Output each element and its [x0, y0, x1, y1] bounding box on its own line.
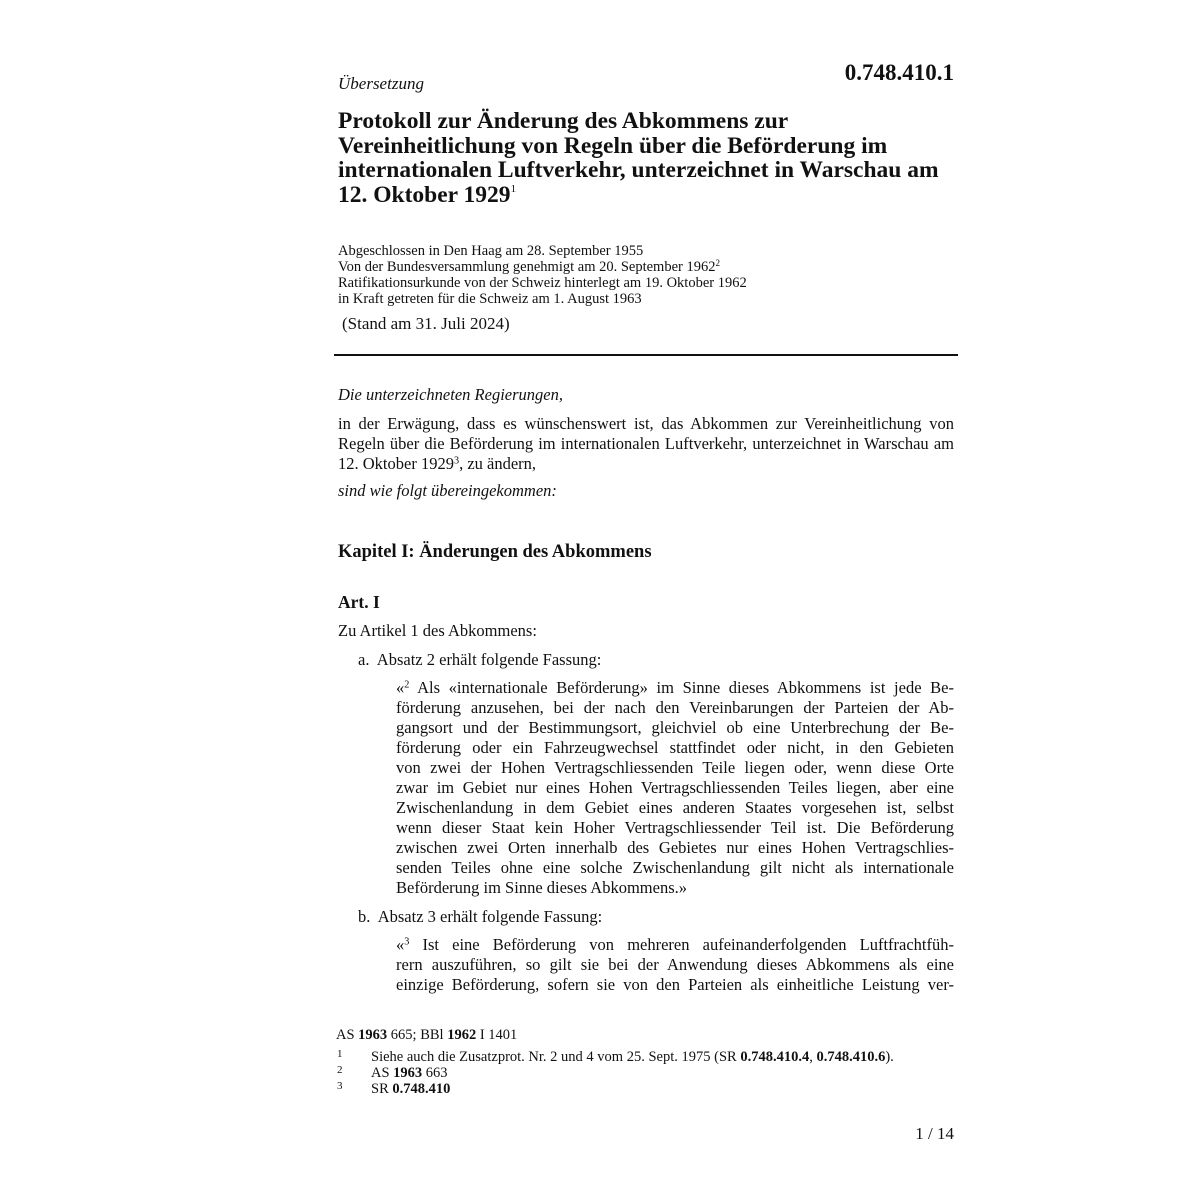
quote-line: zwischen zwei Orten innerhalb des Gebietes nur eines Hohen Vertragschlies-	[396, 838, 954, 857]
footnote-text: Siehe auch die Zusatzprot. Nr. 2 und 4 vom 25. Sept. 1975 (SR 0.748.410.4, 0.748.410.6).	[371, 1049, 894, 1065]
footnote-text: AS 1963 663	[371, 1065, 448, 1081]
quote-line: zwar im Gebiet nur eines Hohen Vertragschliessenden Teiles liegen, aber eine	[396, 778, 954, 797]
quote-line: gangsort und der Bestimmungsort, gleichviel ob eine Unterbrechung der Be-	[396, 718, 954, 737]
meta-approved: Von der Bundesversammlung genehmigt am 20. September 1962$^2$	[338, 258, 720, 275]
translation-label: Übersetzung	[338, 74, 424, 93]
quote-line: einzige Beförderung, sofern sie von den Parteien als einheitliche Leistung ver-	[396, 975, 954, 994]
footnote-number: 1	[337, 1048, 343, 1060]
footnote-source: AS 1963 665; BBl 1962 I 1401	[336, 1027, 518, 1043]
quote-line: von zwei der Hohen Vertragschliessenden Teile liegen oder, wenn diese Orte	[396, 758, 954, 777]
quote-line: «$^2$ Als «internationale Beförderung» im Sinne dieses Abkommens ist jede Be-	[396, 678, 954, 697]
footnote-text: SR 0.748.410	[371, 1081, 451, 1097]
quote-line: wenn dieser Staat kein Hoher Vertragschliessender Teil ist. Die Beförderung	[396, 818, 954, 837]
quote-line: «$^3$ Ist eine Beförderung von mehreren aufeinanderfolgenden Luftfrachtfüh-	[396, 935, 954, 954]
quote-line: rern auszuführen, so gilt sie bei der Anwendung dieses Abkommens als eine	[396, 955, 954, 974]
quote-line: förderung oder ein Fahrzeugwechsel stattfindet oder nicht, in den Gebieten	[396, 738, 954, 757]
list-item-b: b. Absatz 3 erhält folgende Fassung:	[358, 907, 603, 926]
footnote-ref-2[interactable]: 2	[715, 258, 720, 269]
quote-absatz-3	[396, 935, 954, 995]
meta-ratified: Ratifikationsurkunde von der Schweiz hinterlegt am 19. Oktober 1962	[338, 275, 747, 291]
sr-number: 0.748.410.1	[844, 60, 954, 85]
page-number: 1 / 14	[915, 1124, 954, 1143]
header-divider	[334, 354, 958, 356]
preamble-intro: Die unterzeichneten Regierungen,	[338, 385, 563, 404]
chapter-heading: Kapitel I: Änderungen des Abkommens	[338, 542, 652, 562]
preamble-considering: in der Erwägung, dass es wünschenswert ist, das Abkommen zur Vereinheitlichung von Regeln über die Beförderung im internationalen Luftverkehr, unterzeichnet in Warschau am 12. Oktober 1929$^3$, zu ändern,	[338, 414, 954, 473]
quote-line: Zwischenlandung in dem Gebiet eines anderen Staates vorgesehen ist, selbst	[396, 798, 954, 817]
footnote-number: 3	[337, 1080, 343, 1092]
document-title-text: Protokoll zur Änderung des Abkommens zur Vereinheitlichung von Regeln über die Beförderung im internationalen Luftverkehr, unterzeichnet in Warschau am 12. Oktober 1929	[338, 108, 939, 208]
meta-in-force: in Kraft getreten für die Schweiz am 1. August 1963	[338, 291, 642, 307]
quote-line: senden Teiles ohne eine solche Zwischenlandung gilt nicht als internationale	[396, 858, 954, 877]
footnote-ref-1[interactable]: 1	[510, 182, 517, 195]
article-intro: Zu Artikel 1 des Abkommens:	[338, 621, 537, 640]
footnote-number: 2	[337, 1064, 343, 1076]
document-title	[338, 109, 958, 207]
quote-absatz-2	[396, 678, 954, 898]
quote-line: förderung anzusehen, bei der nach den Vereinbarungen der Parteien der Ab-	[396, 698, 954, 717]
preamble-agreed: sind wie folgt übereingekommen:	[338, 481, 557, 500]
meta-concluded: Abgeschlossen in Den Haag am 28. September 1955	[338, 243, 644, 259]
status-date: (Stand am 31. Juli 2024)	[342, 314, 510, 333]
document-metadata	[338, 243, 747, 307]
article-heading: Art. I	[338, 592, 380, 612]
list-item-a: a. Absatz 2 erhält folgende Fassung:	[358, 650, 602, 669]
quote-line: Beförderung im Sinne dieses Abkommens.»	[396, 878, 688, 897]
footnote-ref-3[interactable]: 3	[453, 455, 460, 467]
